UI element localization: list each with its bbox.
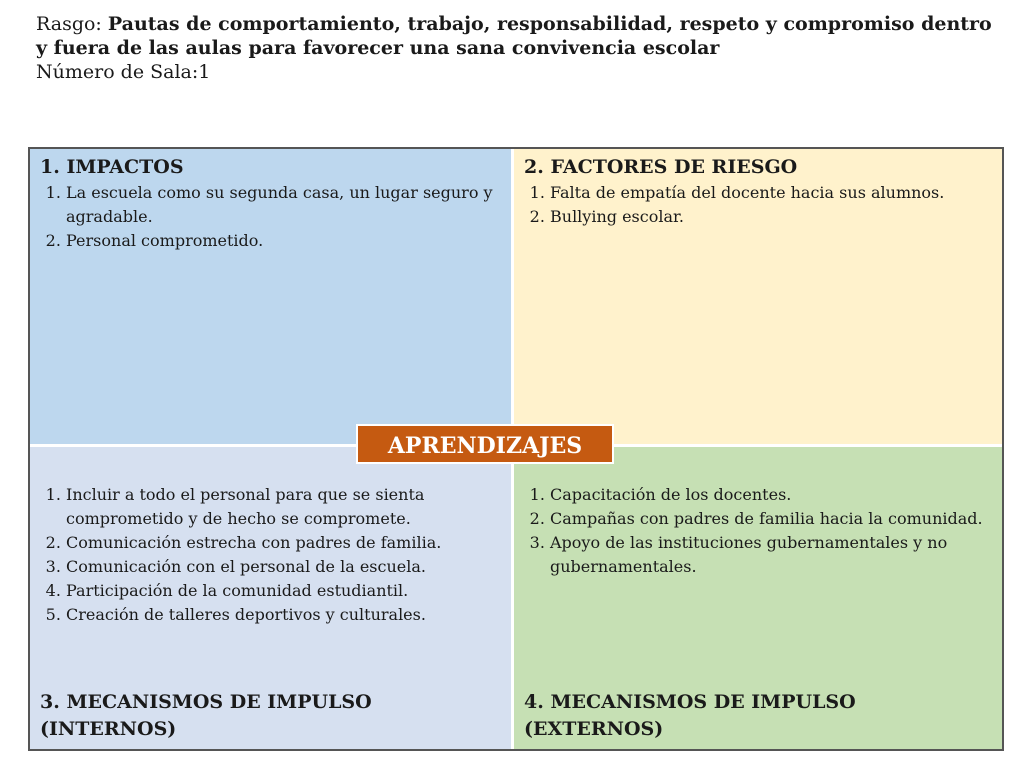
- sala-label: Número de Sala:: [36, 61, 199, 83]
- list-item: 1. Incluir a todo el personal para que se sienta comprometido y de hecho se compromete.: [66, 483, 501, 531]
- factores-title: 2. FACTORES DE RIESGO: [524, 156, 798, 178]
- list-item: 3. Apoyo de las instituciones gubernamentales y no gubernamentales.: [550, 531, 992, 579]
- rasgo-label: Rasgo:: [36, 13, 108, 35]
- header: [36, 12, 996, 84]
- internos-list: [40, 483, 501, 627]
- internos-title: 3. MECANISMOS DE IMPULSO (INTERNOS): [40, 691, 372, 740]
- impactos-list: [40, 181, 501, 253]
- list-item: 2. Bullying escolar.: [550, 205, 992, 229]
- list-item: 3. Comunicación con el personal de la escuela.: [66, 555, 501, 579]
- sala-value: 1: [198, 61, 211, 83]
- impactos-title: 1. IMPACTOS: [40, 156, 184, 178]
- factores-list: [524, 181, 992, 229]
- list-item: 2. Personal comprometido.: [66, 229, 501, 253]
- aprendizajes-label: APRENDIZAJES: [356, 424, 614, 464]
- list-item: 1. Falta de empatía del docente hacia sus alumnos.: [550, 181, 992, 205]
- list-item: 1. La escuela como su segunda casa, un lugar seguro y agradable.: [66, 181, 501, 229]
- externos-quadrant: [514, 447, 1002, 749]
- list-item: 1. Capacitación de los docentes.: [550, 483, 992, 507]
- factores-quadrant: [514, 149, 1002, 447]
- list-item: 2. Comunicación estrecha con padres de familia.: [66, 531, 501, 555]
- list-item: 4. Participación de la comunidad estudiantil.: [66, 579, 501, 603]
- list-item: 2. Campañas con padres de familia hacia la comunidad.: [550, 507, 992, 531]
- impactos-quadrant: [30, 149, 514, 447]
- externos-title: 4. MECANISMOS DE IMPULSO (EXTERNOS): [524, 691, 856, 740]
- internos-quadrant: [30, 447, 514, 749]
- rasgo-text: Pautas de comportamiento, trabajo, responsabilidad, respeto y compromiso dentro y fuera de las aulas para favorecer una sana convivencia escolar: [36, 13, 992, 59]
- externos-list: [524, 483, 992, 579]
- list-item: 5. Creación de talleres deportivos y culturales.: [66, 603, 501, 627]
